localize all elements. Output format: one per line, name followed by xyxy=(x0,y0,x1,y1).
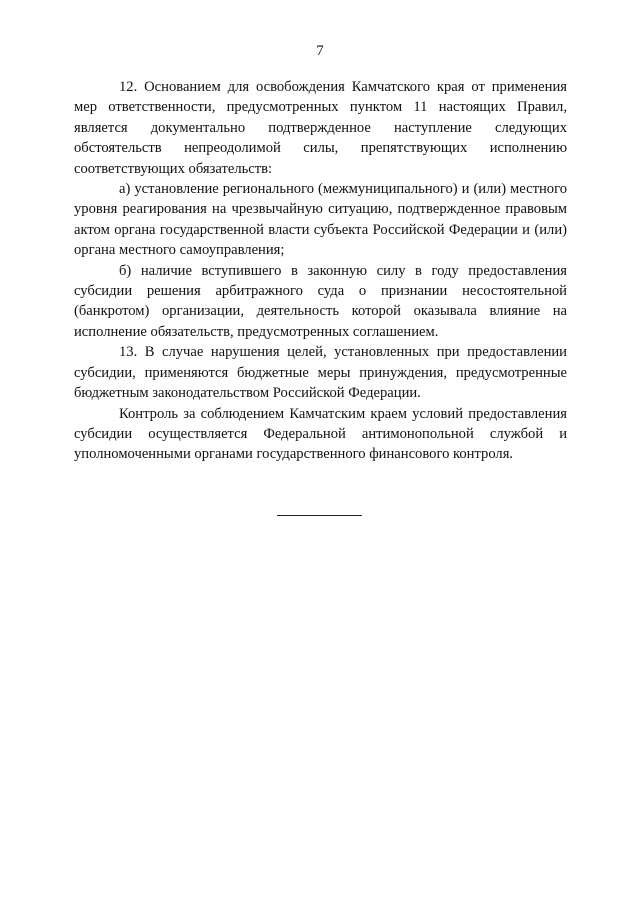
paragraph-12-item-a: а) установление регионального (межмуниципального) и (или) местного уровня реагирования на чрезвычайную ситуацию, подтвержденное правовым актом органа государственной власти субъекта Российской Федерации и (или) органа местного самоуправления; xyxy=(74,181,567,259)
end-of-document-rule xyxy=(277,515,362,516)
paragraph-control: Контроль за соблюдением Камчатским краем условий предоставления субсидии осуществляется Федеральной антимонопольной службой и уполномоченными органами государственного финансового контроля. xyxy=(74,405,567,463)
paragraph-12: 12. Основанием для освобождения Камчатского края от применения мер ответственности, предусмотренных пунктом 11 настоящих Правил, является документально подтвержденное наступление следующих обстоятельств непреодолимой силы, препятствующих исполнению соответствующих обязательств: xyxy=(74,79,567,177)
paragraph-12-item-b: б) наличие вступившего в законную силу в году предоставления субсидии решения арбитражного суда о признании несостоятельной (банкротом) организации, деятельность которой оказывала влияние на исполнение обязательств, предусмотренных соглашением. xyxy=(74,262,567,340)
document-body xyxy=(74,77,567,465)
paragraph-13: 13. В случае нарушения целей, установленных при предоставлении субсидии, применяются бюджетные меры принуждения, предусмотренные бюджетным законодательством Российской Федерации. xyxy=(74,344,567,402)
page-number: 7 xyxy=(316,43,324,59)
